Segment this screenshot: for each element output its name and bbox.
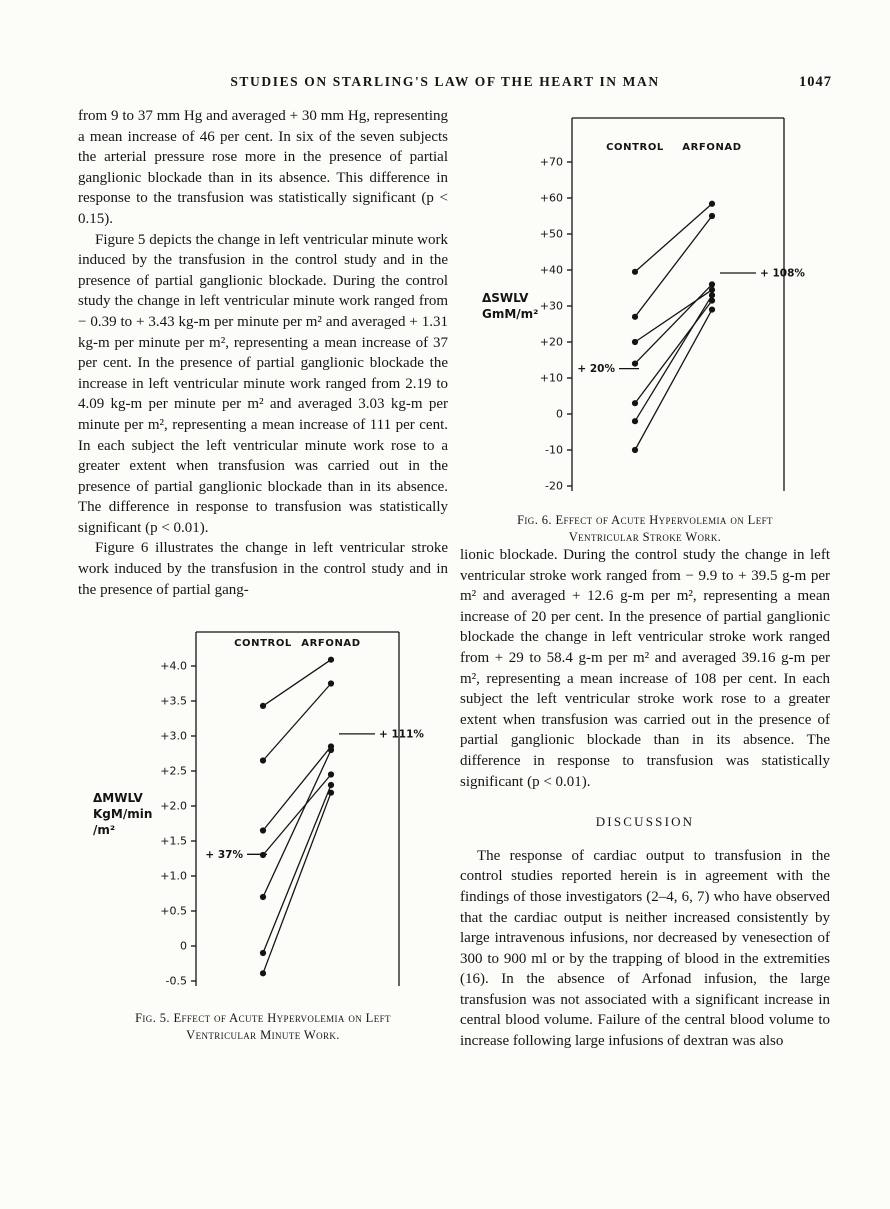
body-paragraph: lionic blockade. During the control study the change in left ventricular stroke work ranged from − 9.9 to + 39.5 g-m per m² and averaged + 12.6 g-m per m², representing a mean increase of 20 per cent. In the presence of partial ganglionic blockade the change in left ventricular stroke work ranged from + 29 to 58.4 g-m per m² and averaged 39.16 g-m per m², representing a mean increase of 108 per cent. In each subject the left ventricular stroke work rose to a greater extent when transfusion was carried out in the presence of partial ganglionic blockade than in its absence. The difference in response to transfusion was statistically significant (p < 0.01).	[460, 547, 830, 790]
data-point	[327, 782, 333, 788]
text-columns	[78, 106, 830, 1052]
column-label: CONTROL	[233, 638, 292, 650]
data-point	[327, 790, 333, 796]
y-axis-label: ΔMWLV	[92, 791, 143, 806]
data-point	[709, 201, 715, 207]
page-number: 1047	[799, 74, 832, 90]
y-tick-label: 0	[179, 939, 187, 953]
data-point	[632, 314, 638, 320]
data-point	[259, 970, 265, 976]
fig6-chart	[480, 112, 810, 500]
y-tick-label: -20	[545, 479, 563, 493]
subject-line	[263, 750, 331, 897]
y-axis-label: ΔSWLV	[482, 291, 529, 305]
data-point	[632, 339, 638, 345]
left-column	[78, 106, 448, 1052]
right-column	[460, 106, 830, 1052]
y-tick-label: +2.5	[159, 764, 187, 778]
fig6-caption: Fig. 6. Effect of Acute Hypervolemia on Left Ventricular Stroke Work.	[517, 513, 773, 544]
y-tick-label: +30	[539, 299, 563, 313]
y-axis-label: KgM/min	[92, 807, 152, 822]
y-tick-label: +4.0	[159, 659, 187, 673]
data-point	[327, 747, 333, 753]
mean-annotation: + 111%	[378, 728, 424, 741]
data-point	[259, 894, 265, 900]
subject-line	[635, 216, 712, 317]
running-title: STUDIES ON STARLING'S LAW OF THE HEART IN MAN	[230, 74, 660, 89]
body-paragraph: from 9 to 37 mm Hg and averaged + 30 mm Hg, representing a mean increase of 46 per cent. In six of the seven subjects the arterial pressure rose more in the presence of partial ganglionic blockade than in its absence. This difference in response to the transfusion was statistically significant (p < 0.15).	[78, 108, 448, 227]
data-point	[709, 281, 715, 287]
subject-line	[635, 204, 712, 272]
subject-line	[263, 747, 331, 831]
y-tick-label: +1.0	[159, 869, 187, 883]
data-point	[632, 400, 638, 406]
data-point	[259, 828, 265, 834]
y-tick-label: +3.0	[159, 729, 187, 743]
subject-line	[635, 295, 712, 421]
fig5-chart	[91, 626, 436, 998]
y-tick-label: +70	[539, 155, 563, 169]
figure-6	[460, 112, 830, 545]
y-tick-label: +40	[539, 263, 563, 277]
data-point	[632, 447, 638, 453]
data-point	[259, 950, 265, 956]
y-axis-label: /m²	[92, 823, 115, 838]
data-point	[327, 657, 333, 663]
data-point	[259, 758, 265, 764]
data-point	[709, 292, 715, 298]
y-tick-label: +3.5	[159, 694, 187, 708]
subject-line	[263, 775, 331, 856]
figure-5	[78, 626, 448, 1043]
column-label: ARFONAD	[300, 638, 361, 650]
running-head	[0, 74, 890, 90]
y-tick-label: +2.0	[159, 799, 187, 813]
y-tick-label: -10	[545, 443, 563, 457]
subject-line	[263, 793, 331, 974]
y-tick-label: +60	[539, 191, 563, 205]
y-tick-label: +20	[539, 335, 563, 349]
data-point	[632, 418, 638, 424]
body-paragraph: Figure 6 illustrates the change in left ventricular stroke work induced by the transfusion in the control study and in the presence of partial gang-	[78, 540, 448, 598]
data-point	[259, 852, 265, 858]
y-tick-label: +50	[539, 227, 563, 241]
mean-annotation: + 20%	[577, 363, 615, 376]
y-tick-label: +0.5	[159, 904, 187, 918]
data-point	[709, 213, 715, 219]
discussion-heading: DISCUSSION	[595, 814, 695, 830]
column-label: ARFONAD	[682, 142, 742, 153]
body-paragraph: The response of cardiac output to transfusion in the control studies reported herein is in agreement with the findings of those investigators (2–4, 6, 7) who have observed that the cardiac output is neither increased consistently by large intravenous infusions, nor decreased by venesection of 300 to 900 ml or by the trapping of blood in the extremities (16). In the absence of Arfonad infusion, the large transfusion was not associated with a significant increase in central blood volume. Failure of the central blood volume to increase following large infusions of dextran was also	[460, 847, 830, 1050]
subject-line	[635, 310, 712, 450]
mean-annotation: + 108%	[760, 267, 805, 280]
data-point	[327, 772, 333, 778]
mean-annotation: + 37%	[204, 849, 243, 862]
y-tick-label: +1.5	[159, 834, 187, 848]
subject-line	[263, 660, 331, 706]
subject-line	[263, 684, 331, 761]
data-point	[259, 703, 265, 709]
data-point	[632, 269, 638, 275]
data-point	[709, 287, 715, 293]
body-paragraph: Figure 5 depicts the change in left ventricular minute work induced by the transfusion in the control study and in the presence of partial ganglionic blockade. During the control study the change in left ventricular minute work ranged from − 0.39 to + 3.43 kg-m per minute per m² and averaged + 1.31 kg-m per minute per m², representing a mean increase of 37 per cent. In the presence of partial ganglionic blockade the increase in left ventricular minute work ranged from 2.19 to 4.09 kg-m per minute per m² and averaged 3.03 kg-m per minute per m², representing a mean increase of 111 per cent. In each subject the left ventricular minute work rose to a greater extent when transfusion was carried out in the presence of partial ganglionic blockade than in its absence. The difference in response to transfusion was statistically significant (p < 0.01).	[78, 231, 448, 536]
data-point	[709, 307, 715, 313]
y-axis-label: GmM/m²	[482, 307, 539, 321]
column-label: CONTROL	[606, 142, 664, 153]
data-point	[327, 681, 333, 687]
y-tick-label: 0	[556, 407, 563, 421]
fig5-caption: Fig. 5. Effect of Acute Hypervolemia on Left Ventricular Minute Work.	[135, 1011, 391, 1042]
y-tick-label: +10	[539, 371, 563, 385]
data-point	[632, 361, 638, 367]
y-tick-label: -0.5	[165, 974, 187, 988]
subject-line	[263, 785, 331, 953]
